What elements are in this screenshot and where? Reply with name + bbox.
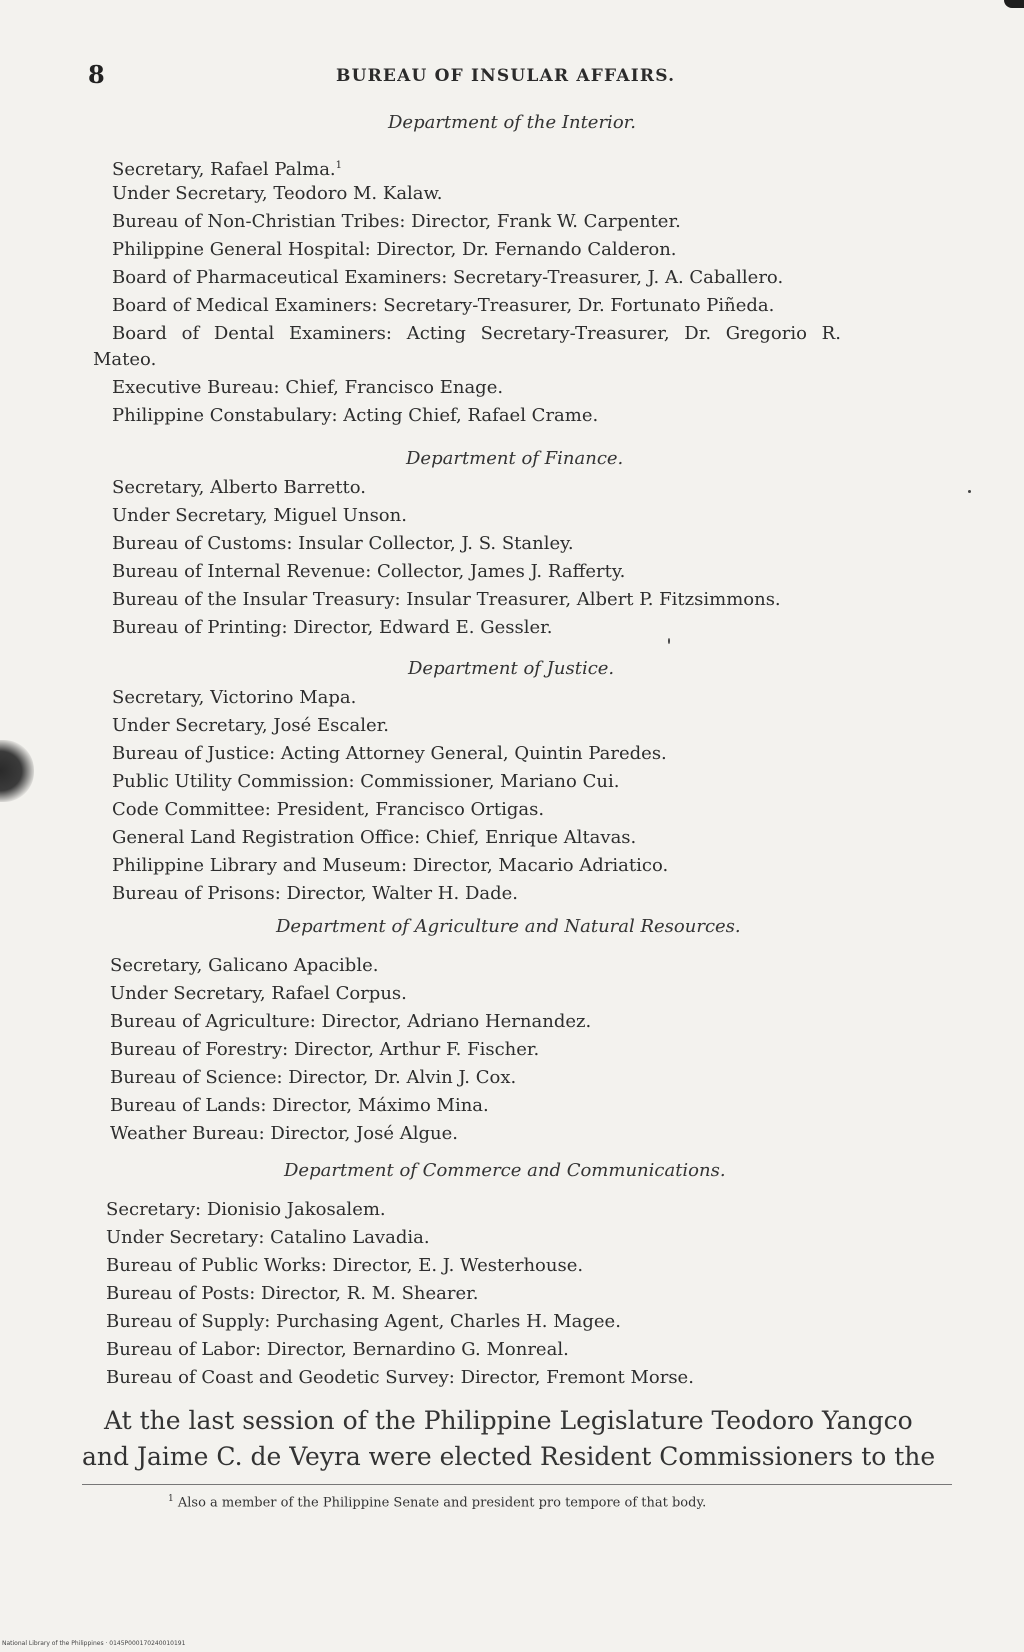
entry: Bureau of Supply: Purchasing Agent, Charles H. Magee.	[106, 1311, 621, 1332]
footnote-marker: 1	[168, 1494, 174, 1504]
entry: Bureau of Science: Director, Dr. Alvin J. Cox.	[110, 1067, 517, 1088]
entry: Bureau of Internal Revenue: Collector, James J. Rafferty.	[112, 561, 626, 582]
closing-line-2: and Jaime C. de Veyra were elected Resident Commissioners to the	[82, 1442, 936, 1471]
entry: Secretary, Alberto Barretto.	[112, 477, 366, 498]
footnote	[168, 1494, 706, 1510]
scan-credit: National Library of the Philippines · 0145P000170240010191	[2, 1640, 186, 1647]
entry: Bureau of Customs: Insular Collector, J. S. Stanley.	[112, 533, 574, 554]
margin-smudge	[0, 740, 34, 802]
entry: Secretary, Victorino Mapa.	[112, 687, 357, 708]
entry: Bureau of Prisons: Director, Walter H. Dade.	[112, 883, 519, 904]
entry: Philippine Constabulary: Acting Chief, Rafael Crame.	[112, 405, 599, 426]
entry-continuation: Mateo.	[93, 349, 157, 370]
closing-paragraph	[82, 1403, 952, 1475]
stray-dot	[668, 638, 670, 644]
entry: Bureau of Agriculture: Director, Adriano Hernandez.	[110, 1011, 592, 1032]
entry: Under Secretary, Teodoro M. Kalaw.	[112, 183, 443, 204]
running-head: BUREAU OF INSULAR AFFAIRS.	[336, 66, 676, 86]
footnote-rule	[82, 1484, 952, 1485]
entry: Weather Bureau: Director, José Algue.	[110, 1123, 458, 1144]
entry: Public Utility Commission: Commissioner, Mariano Cui.	[112, 771, 620, 792]
scan-corner-mark	[1004, 0, 1024, 8]
entry: Bureau of Non-Christian Tribes: Director, Frank W. Carpenter.	[112, 211, 681, 232]
entry: Board of Dental Examiners: Acting Secretary-Treasurer, Dr. Gregorio R.	[112, 323, 841, 344]
entry: Board of Pharmaceutical Examiners: Secretary-Treasurer, J. A. Caballero.	[112, 267, 784, 288]
entry: Under Secretary, Rafael Corpus.	[110, 983, 407, 1004]
entry: Secretary: Dionisio Jakosalem.	[106, 1199, 386, 1220]
section-heading-agriculture: Department of Agriculture and Natural Resources.	[276, 916, 741, 937]
entry: Bureau of Public Works: Director, E. J. Westerhouse.	[106, 1255, 584, 1276]
entry: Code Committee: President, Francisco Ortigas.	[112, 799, 545, 820]
section-heading-justice: Department of Justice.	[408, 658, 615, 679]
entry: Bureau of Forestry: Director, Arthur F. Fischer.	[110, 1039, 540, 1060]
entry: Bureau of the Insular Treasury: Insular Treasurer, Albert P. Fitzsimmons.	[112, 589, 781, 610]
entry: Philippine Library and Museum: Director, Macario Adriatico.	[112, 855, 669, 876]
section-heading-interior: Department of the Interior.	[388, 112, 637, 133]
entry-interior-secretary: Secretary, Rafael Palma.$^1$	[112, 159, 343, 180]
page-number: 8	[88, 60, 105, 89]
entry: Bureau of Lands: Director, Máximo Mina.	[110, 1095, 489, 1116]
entry: Bureau of Labor: Director, Bernardino G. Monreal.	[106, 1339, 569, 1360]
entry: Secretary, Galicano Apacible.	[110, 955, 379, 976]
entry: Philippine General Hospital: Director, Dr. Fernando Calderon.	[112, 239, 677, 260]
entry: Under Secretary: Catalino Lavadia.	[106, 1227, 430, 1248]
entry: Bureau of Printing: Director, Edward E. Gessler.	[112, 617, 553, 638]
entry: Executive Bureau: Chief, Francisco Enage.	[112, 377, 504, 398]
section-heading-finance: Department of Finance.	[406, 448, 624, 469]
closing-line-1: At the last session of the Philippine Legislature Teodoro Yangco	[104, 1406, 913, 1435]
section-heading-commerce: Department of Commerce and Communications.	[284, 1160, 726, 1181]
entry: Bureau of Justice: Acting Attorney General, Quintin Paredes.	[112, 743, 667, 764]
stray-dot	[968, 490, 971, 493]
entry: Under Secretary, José Escaler.	[112, 715, 389, 736]
entry: General Land Registration Office: Chief, Enrique Altavas.	[112, 827, 637, 848]
entry: Under Secretary, Miguel Unson.	[112, 505, 407, 526]
entry: Bureau of Coast and Geodetic Survey: Director, Fremont Morse.	[106, 1367, 694, 1388]
footnote-text: Also a member of the Philippine Senate and president pro tempore of that body.	[177, 1495, 707, 1511]
entry: Board of Medical Examiners: Secretary-Treasurer, Dr. Fortunato Piñeda.	[112, 295, 775, 316]
footnote-ref: 1	[335, 160, 343, 171]
entry: Bureau of Posts: Director, R. M. Shearer.	[106, 1283, 479, 1304]
